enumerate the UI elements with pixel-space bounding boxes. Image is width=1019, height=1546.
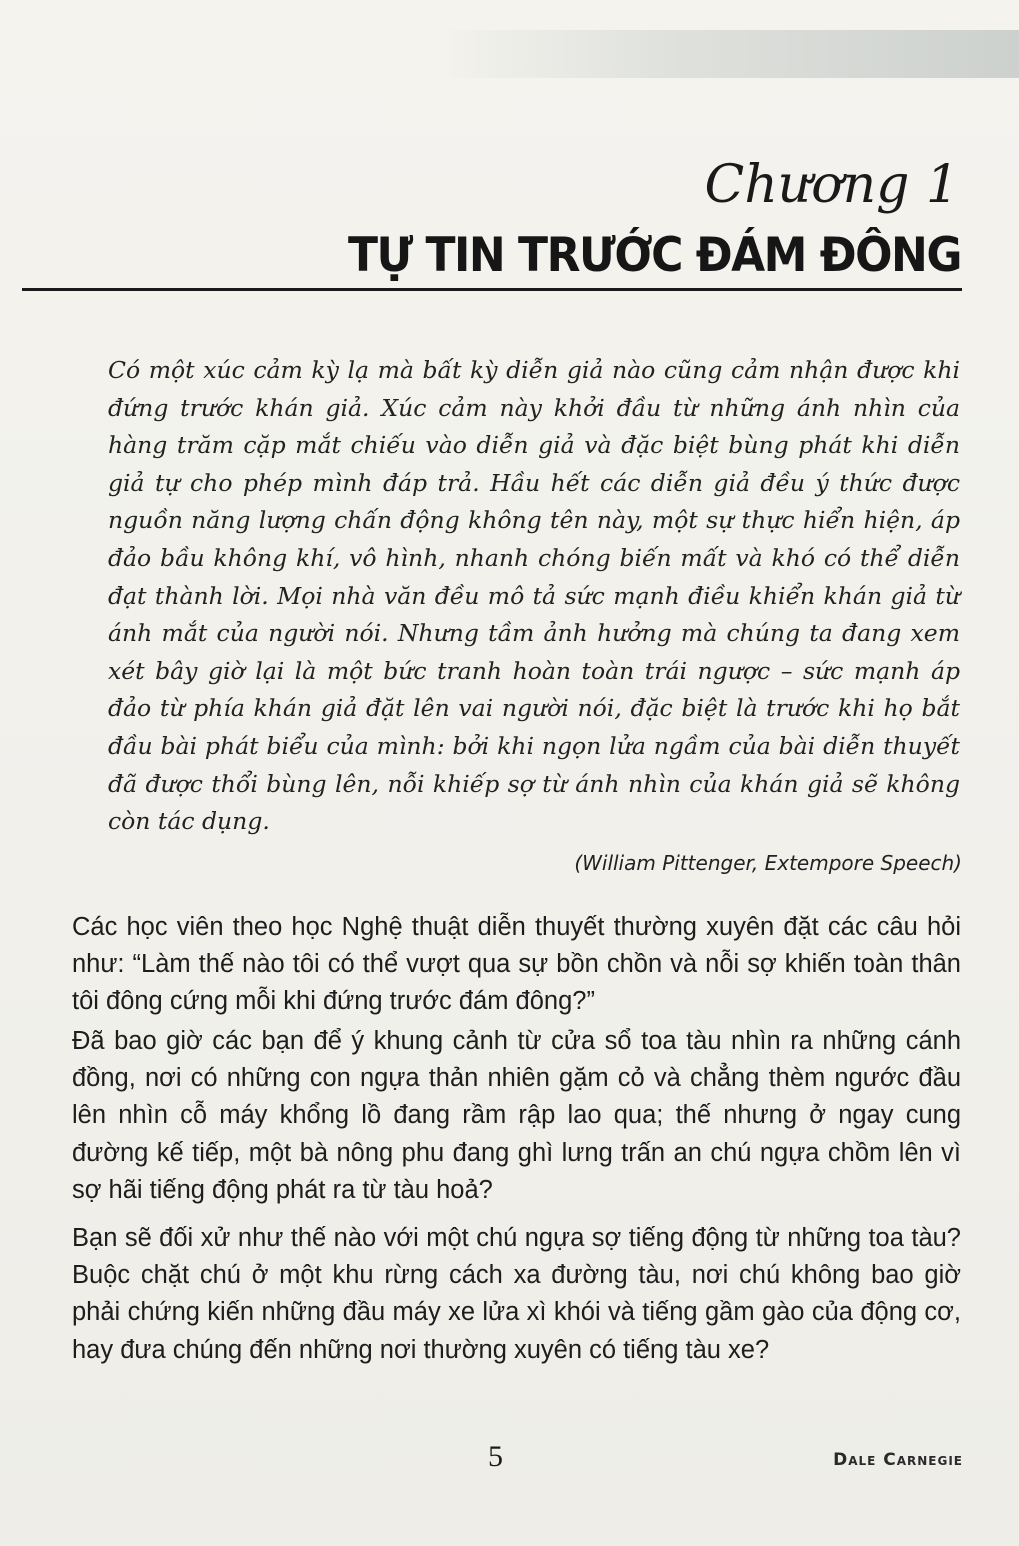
body-paragraph: Bạn sẽ đối xử như thế nào với một chú ngựa sợ tiếng động từ những toa tàu? Buộc chặt chú ở một khu rừng cách xa đường tàu, nơi chú không bao giờ phải chứng kiến những đầu máy xe lửa xì khói và tiếng gầm gào của động cơ, hay đưa chúng đến những nơi thường xuyên có tiếng tàu xe? bbox=[72, 1224, 961, 1364]
epigraph-quote: Có một xúc cảm kỳ lạ mà bất kỳ diễn giả nào cũng cảm nhận được khi đứng trước khán giả. Xúc cảm này khởi đầu từ những ánh nhìn của hàng trăm cặp mắt chiếu vào diễn giả và đặc biệt bùng phát khi diễn giả tự cho phép mình đáp trả. Hầu hết các diễn giả đều ý thức được nguồn năng lượng chấn động không tên này, một sự thực hiển hiện, áp đảo bầu không khí, vô hình, nhanh chóng biến mất và khó có thể diễn đạt thành lời. Mọi nhà văn đều mô tả sức mạnh điều khiển khán giả từ ánh mắt của người nói. Nhưng tầm ảnh hưởng mà chúng ta đang xem xét bây giờ lại là một bức tranh hoàn toàn trái ngược – sức mạnh áp đảo từ phía khán giả đặt lên vai người nói, đặc biệt là trước khi họ bắt đầu bài phát biểu của mình: bởi khi ngọn lửa ngầm của bài diễn thuyết đã được thổi bùng lên, nỗi khiếp sợ từ ánh nhìn của khán giả sẽ không còn tác dụng. bbox=[108, 356, 960, 836]
body-paragraph: Đã bao giờ các bạn để ý khung cảnh từ cửa sổ toa tàu nhìn ra những cánh đồng, nơi có những con ngựa thản nhiên gặm cỏ và chẳng thèm ngước đầu lên nhìn cỗ máy khổng lồ đang rầm rập lao qua; thế nhưng ở ngay cung đường kế tiếp, một bà nông phu đang ghì lưng trấn an chú ngựa chồm lên vì sợ hãi tiếng động phát ra từ tàu hoả? bbox=[72, 1027, 961, 1204]
page-edge-shading bbox=[440, 30, 1019, 78]
epigraph-attribution: (William Pittenger, Extempore Speech) bbox=[574, 851, 962, 875]
page-number: 5 bbox=[488, 1440, 503, 1473]
chapter-title: TỰ TIN TRƯỚC ĐÁM ĐÔNG bbox=[347, 227, 961, 283]
running-footer-author: Dale Carnegie bbox=[833, 1450, 963, 1470]
body-paragraph: Các học viên theo học Nghệ thuật diễn thuyết thường xuyên đặt các câu hỏi như: “Làm thế nào tôi có thể vượt qua sự bồn chồn và nỗi sợ khiến toàn thân tôi đông cứng mỗi khi đứng trước đám đông?” bbox=[72, 913, 961, 1016]
title-divider bbox=[22, 288, 962, 291]
chapter-label: Chương 1 bbox=[704, 155, 959, 215]
